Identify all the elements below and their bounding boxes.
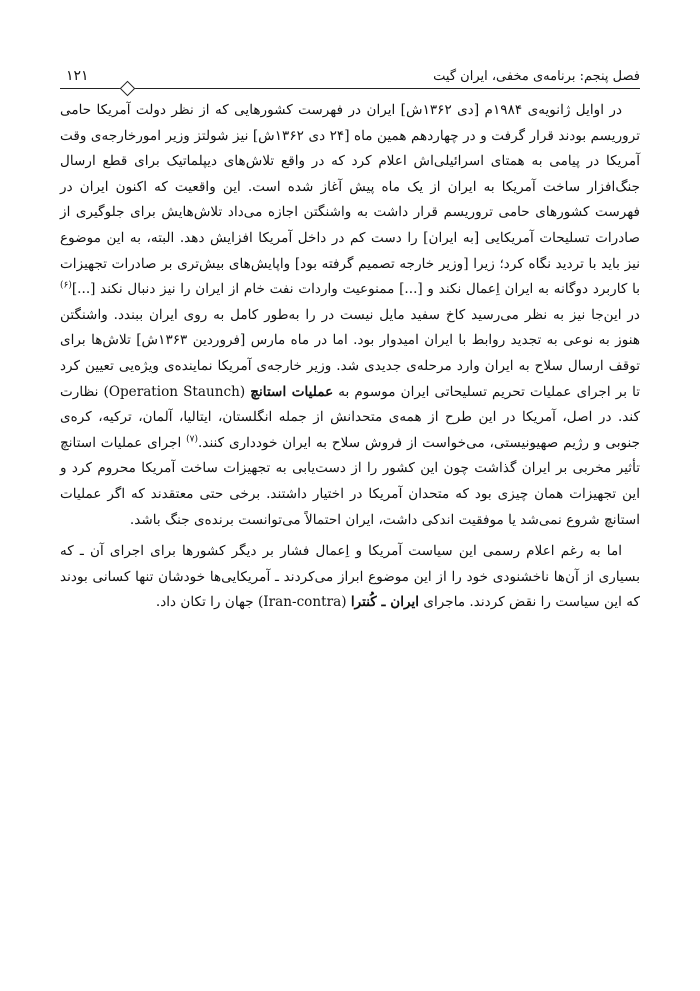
footnote-ref-6: (۶) xyxy=(60,280,72,291)
iran-contra-latin: (Iran-contra) xyxy=(253,594,351,611)
page-number: ۱۲۱ xyxy=(66,68,89,84)
header-rule xyxy=(60,88,640,89)
paragraph-1-sentence-3: نظارت کند. در اصل، آمریکا در این طرح از همه‌ی متحدانش از جمله انگلستان، ایتالیا، آلمان، ترکیه، کره‌ی جنوبی و رژیم صهیونیستی، می‌خواست از فروش سلاح به ایران خودداری کنند. xyxy=(60,383,641,451)
page-header xyxy=(60,62,640,84)
body-text xyxy=(60,98,640,616)
paragraph-1 xyxy=(60,98,640,533)
footnote-ref-7: (۷) xyxy=(186,434,198,445)
paragraph-1-sentence-2: در این‌جا نیز به نظر می‌رسید کاخ سفید مایل نیست در را به‌طور کامل به روی ایران ببندد. واشنگتن هنوز به نوعی به تجدید روابط با ایران امیدوار بود. اما در ماه مارس [فروردین ۱۳۶۳ش] تلاش‌ها برای توقف ارسال سلاح به ایران وارد مرحله‌ی جدیدی شد. وزیر خارجه‌ی آمریکا نماینده‌ی ویژه‌یی تعیین کرد تا بر اجرای عملیات تحریم تسلیحاتی ایران موسوم به xyxy=(60,306,640,400)
operation-staunch-term: عملیات استانچ xyxy=(250,383,334,400)
paragraph-2-sentence-2: جهان را تکان داد. xyxy=(155,594,254,611)
paragraph-1-sentence-1: در اوایل ژانویه‌ی ۱۹۸۴م [دی ۱۳۶۲ش] ایران در فهرست کشورهایی که از نظر دولت آمریکا حامی تروریسم بودند قرار گرفت و در چهاردهم همین ماه [۲۴ دی ۱۳۶۲ش] نیز شولتز وزیر امورخارجه‌ی وقت آمریکا در پیامی به همتای اسرائیلی‌اش اعلام کرد که در واقع تلاش‌های دیپلماتیک برای قطع ارسال جنگ‌افزار ساخت آمریکا به ایران از یک ماه پیش آغاز شده است. این واقعیت که اکنون ایران در فهرست کشورهای حامی تروریسم قرار داشت به واشنگتن اجازه می‌داد تلاش‌هایش برای جلوگیری از صادرات تسلیحات آمریکایی [به ایران] را دست کم در داخل آمریکا افزایش دهد. البته، به این موضوع نیز باید با تردید نگاه کرد؛ زیرا [وزیر خارجه تصمیم گرفته بود] واپایش‌های بیش‌تری بر صادرات تجهیزات با کاربرد دوگانه به ایران اِعمال نکند و [...] ممنوعیت واردات نفت خام از ایران را نیز دنبال نکند [...] xyxy=(60,102,640,298)
operation-staunch-latin: (Operation Staunch) xyxy=(98,383,251,400)
iran-contra-term: ایران ـ کُنترا xyxy=(350,594,420,611)
paragraph-2 xyxy=(60,539,640,616)
paragraph-1-sentence-4: اجرای عملیات استانچ تأثیر مخربی بر ایران گذاشت چون این کشور را از دست‌یابی به تجهیزات ساخت آمریکا محروم کرد و این تجهیزات همان چیزی بود که متحدان آمریکا در اختیار داشتند. برخی حتی معتقدند که اگر عملیات استانچ شروع نمی‌شد یا موفقیت اندکی داشت، ایران احتمالاً می‌توانست برنده‌ی جنگ باشد. xyxy=(60,434,640,528)
running-head: فصل پنجم: برنامه‌ی مخفی، ایران گیت xyxy=(433,69,640,84)
paragraph-2-sentence-1: اما به رغم اعلام رسمی این سیاست آمریکا و اِعمال فشار بر دیگر کشورها برای اجرای آن ـ که بسیاری از آن‌ها ناخشنودی خود را از این موضوع ابراز می‌کردند ـ آمریکایی‌ها خودشان تنها کسانی بودند که این سیاست را نقض کردند. ماجرای xyxy=(60,543,640,611)
